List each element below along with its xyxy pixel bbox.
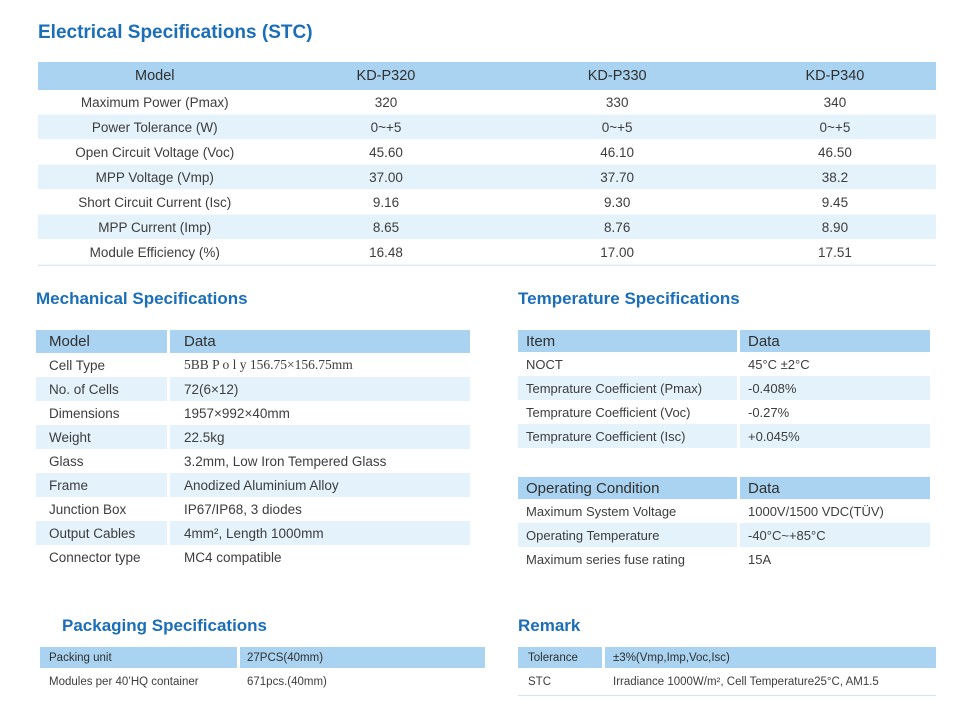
row-label: Temprature Coefficient (Voc) (526, 404, 691, 420)
cell-value: 340 (823, 94, 847, 110)
cell-value: 45.60 (369, 144, 403, 160)
column-header: KD-P330 (587, 68, 647, 84)
cell-value: 5BB P o l y 156.75×156.75mm (184, 357, 353, 372)
cell-value: 8.65 (372, 219, 400, 235)
cell-value: 9.16 (372, 194, 400, 210)
row-label: NOCT (526, 356, 563, 372)
cell-value: 671pcs.(40mm) (247, 675, 327, 688)
table-row (36, 401, 470, 425)
row-label: Modules per 40’HQ container (49, 675, 199, 688)
row-label: Junction Box (49, 501, 127, 517)
row-label: MPP Current (Imp) (98, 219, 212, 235)
cell-value: ±3%(Vmp,Imp,Voc,Isc) (605, 647, 936, 668)
section-title-temperature: Temperature Specifications (518, 289, 740, 308)
row-label: Module Efficiency (%) (89, 244, 220, 260)
section-title-remark: Remark (518, 616, 581, 635)
row-label: Glass (49, 453, 84, 469)
column-header: Data (170, 330, 470, 353)
packaging-spec-table (40, 647, 485, 695)
cell-value: 46.10 (600, 144, 635, 160)
row-label: Frame (36, 473, 167, 497)
row-label: No. of Cells (36, 377, 167, 401)
cell-value: 72(6×12) (170, 377, 470, 401)
cell-value: 22.5kg (170, 425, 470, 449)
table-row (518, 547, 930, 571)
column-header: Model (134, 68, 175, 84)
row-label: Packing unit (40, 647, 237, 668)
row-label: Connector type (49, 549, 141, 565)
column-header: KD-P340 (805, 68, 865, 84)
row-label: Temprature Coefficient (Isc) (518, 424, 737, 448)
table-row (40, 647, 485, 668)
section-title-packaging: Packaging Specifications (62, 616, 268, 635)
cell-value: 37.00 (369, 169, 403, 185)
row-label: Maximum Power (Pmax) (80, 94, 229, 110)
table-row (518, 424, 930, 448)
table-row (36, 377, 470, 401)
cell-value: 1957×992×40mm (184, 405, 290, 421)
cell-value: 17.00 (600, 244, 635, 260)
table-row (36, 545, 470, 569)
table-row (38, 215, 936, 240)
row-label: Tolerance (518, 647, 602, 668)
table-row (36, 425, 470, 449)
cell-value: 3.2mm, Low Iron Tempered Glass (184, 453, 387, 469)
row-label: Temprature Coefficient (Pmax) (518, 376, 737, 400)
operating-condition-table (518, 477, 930, 571)
cell-value: 4mm², Length 1000mm (170, 521, 470, 545)
cell-value: 27PCS(40mm) (240, 647, 485, 668)
column-header: Item (518, 330, 737, 352)
row-label: Open Circuit Voltage (Voc) (75, 144, 235, 160)
table-row (36, 497, 470, 521)
cell-value: 320 (374, 94, 398, 110)
cell-value: 0~+5 (601, 119, 633, 135)
cell-value: 37.70 (600, 169, 635, 185)
cell-value: IP67/IP68, 3 diodes (184, 501, 302, 517)
cell-value: 46.50 (818, 144, 852, 160)
table-header-row (518, 477, 930, 499)
column-header: Data (740, 330, 930, 352)
table-row (38, 115, 936, 140)
cell-value: 8.76 (604, 219, 631, 235)
section-title-electrical: Electrical Specifications (STC) (38, 22, 313, 43)
table-row (36, 473, 470, 497)
table-header-row (38, 62, 936, 90)
cell-value: 9.45 (821, 194, 849, 210)
row-label: Operating Temperature (518, 523, 737, 547)
cell-value: -0.408% (740, 376, 930, 400)
row-label: Short Circuit Current (Isc) (78, 194, 232, 210)
row-label: Weight (36, 425, 167, 449)
cell-value: 17.51 (818, 244, 852, 260)
cell-value: Anodized Aluminium Alloy (170, 473, 470, 497)
cell-value: 16.48 (369, 244, 403, 260)
row-label: Cell Type (49, 357, 106, 373)
cell-value: MC4 compatible (184, 549, 282, 565)
cell-value: 38.2 (821, 169, 849, 185)
cell-value: 0~+5 (819, 119, 851, 135)
mechanical-spec-table (36, 330, 470, 569)
cell-value: +0.045% (740, 424, 930, 448)
cell-value: 1000V/1500 VDC(TÜV) (748, 503, 884, 519)
row-label: Maximum series fuse rating (526, 551, 685, 567)
cell-value: 15A (748, 551, 772, 567)
remark-table (518, 647, 936, 696)
row-label: Output Cables (36, 521, 167, 545)
table-row (36, 353, 470, 377)
table-row (518, 671, 936, 692)
temperature-spec-table (518, 330, 930, 448)
table-row (40, 671, 485, 692)
row-label: Power Tolerance (W) (91, 119, 218, 135)
cell-value: 45°C ±2°C (748, 356, 810, 372)
table-row (38, 240, 936, 265)
table-row (518, 352, 930, 376)
table-row (38, 140, 936, 165)
table-row (38, 90, 936, 115)
cell-value: 8.90 (821, 219, 849, 235)
row-label: Maximum System Voltage (526, 503, 677, 519)
row-label: STC (528, 675, 551, 688)
table-row (38, 165, 936, 190)
cell-value: -40°C~+85°C (740, 523, 930, 547)
cell-value: 330 (605, 94, 629, 110)
column-header: Data (740, 477, 930, 499)
table-row (36, 449, 470, 473)
row-label: MPP Voltage (Vmp) (95, 169, 214, 185)
cell-value: -0.27% (748, 404, 790, 420)
column-header: KD-P320 (356, 68, 416, 84)
table-header-row (36, 330, 470, 353)
table-row (518, 647, 936, 668)
table-row (518, 523, 930, 547)
cell-value: Irradiance 1000W/m², Cell Temperature25°C, AM1.5 (613, 675, 879, 688)
table-row (38, 190, 936, 215)
table-row (518, 400, 930, 424)
table-row (36, 521, 470, 545)
section-title-mechanical: Mechanical Specifications (36, 289, 248, 308)
cell-value: 9.30 (604, 194, 631, 210)
cell-value: 0~+5 (370, 119, 402, 135)
column-header: Model (36, 330, 167, 353)
table-row (518, 499, 930, 523)
table-header-row (518, 330, 930, 352)
electrical-spec-table (38, 62, 936, 266)
table-row (518, 376, 930, 400)
column-header: Operating Condition (518, 477, 737, 499)
row-label: Dimensions (49, 405, 120, 421)
